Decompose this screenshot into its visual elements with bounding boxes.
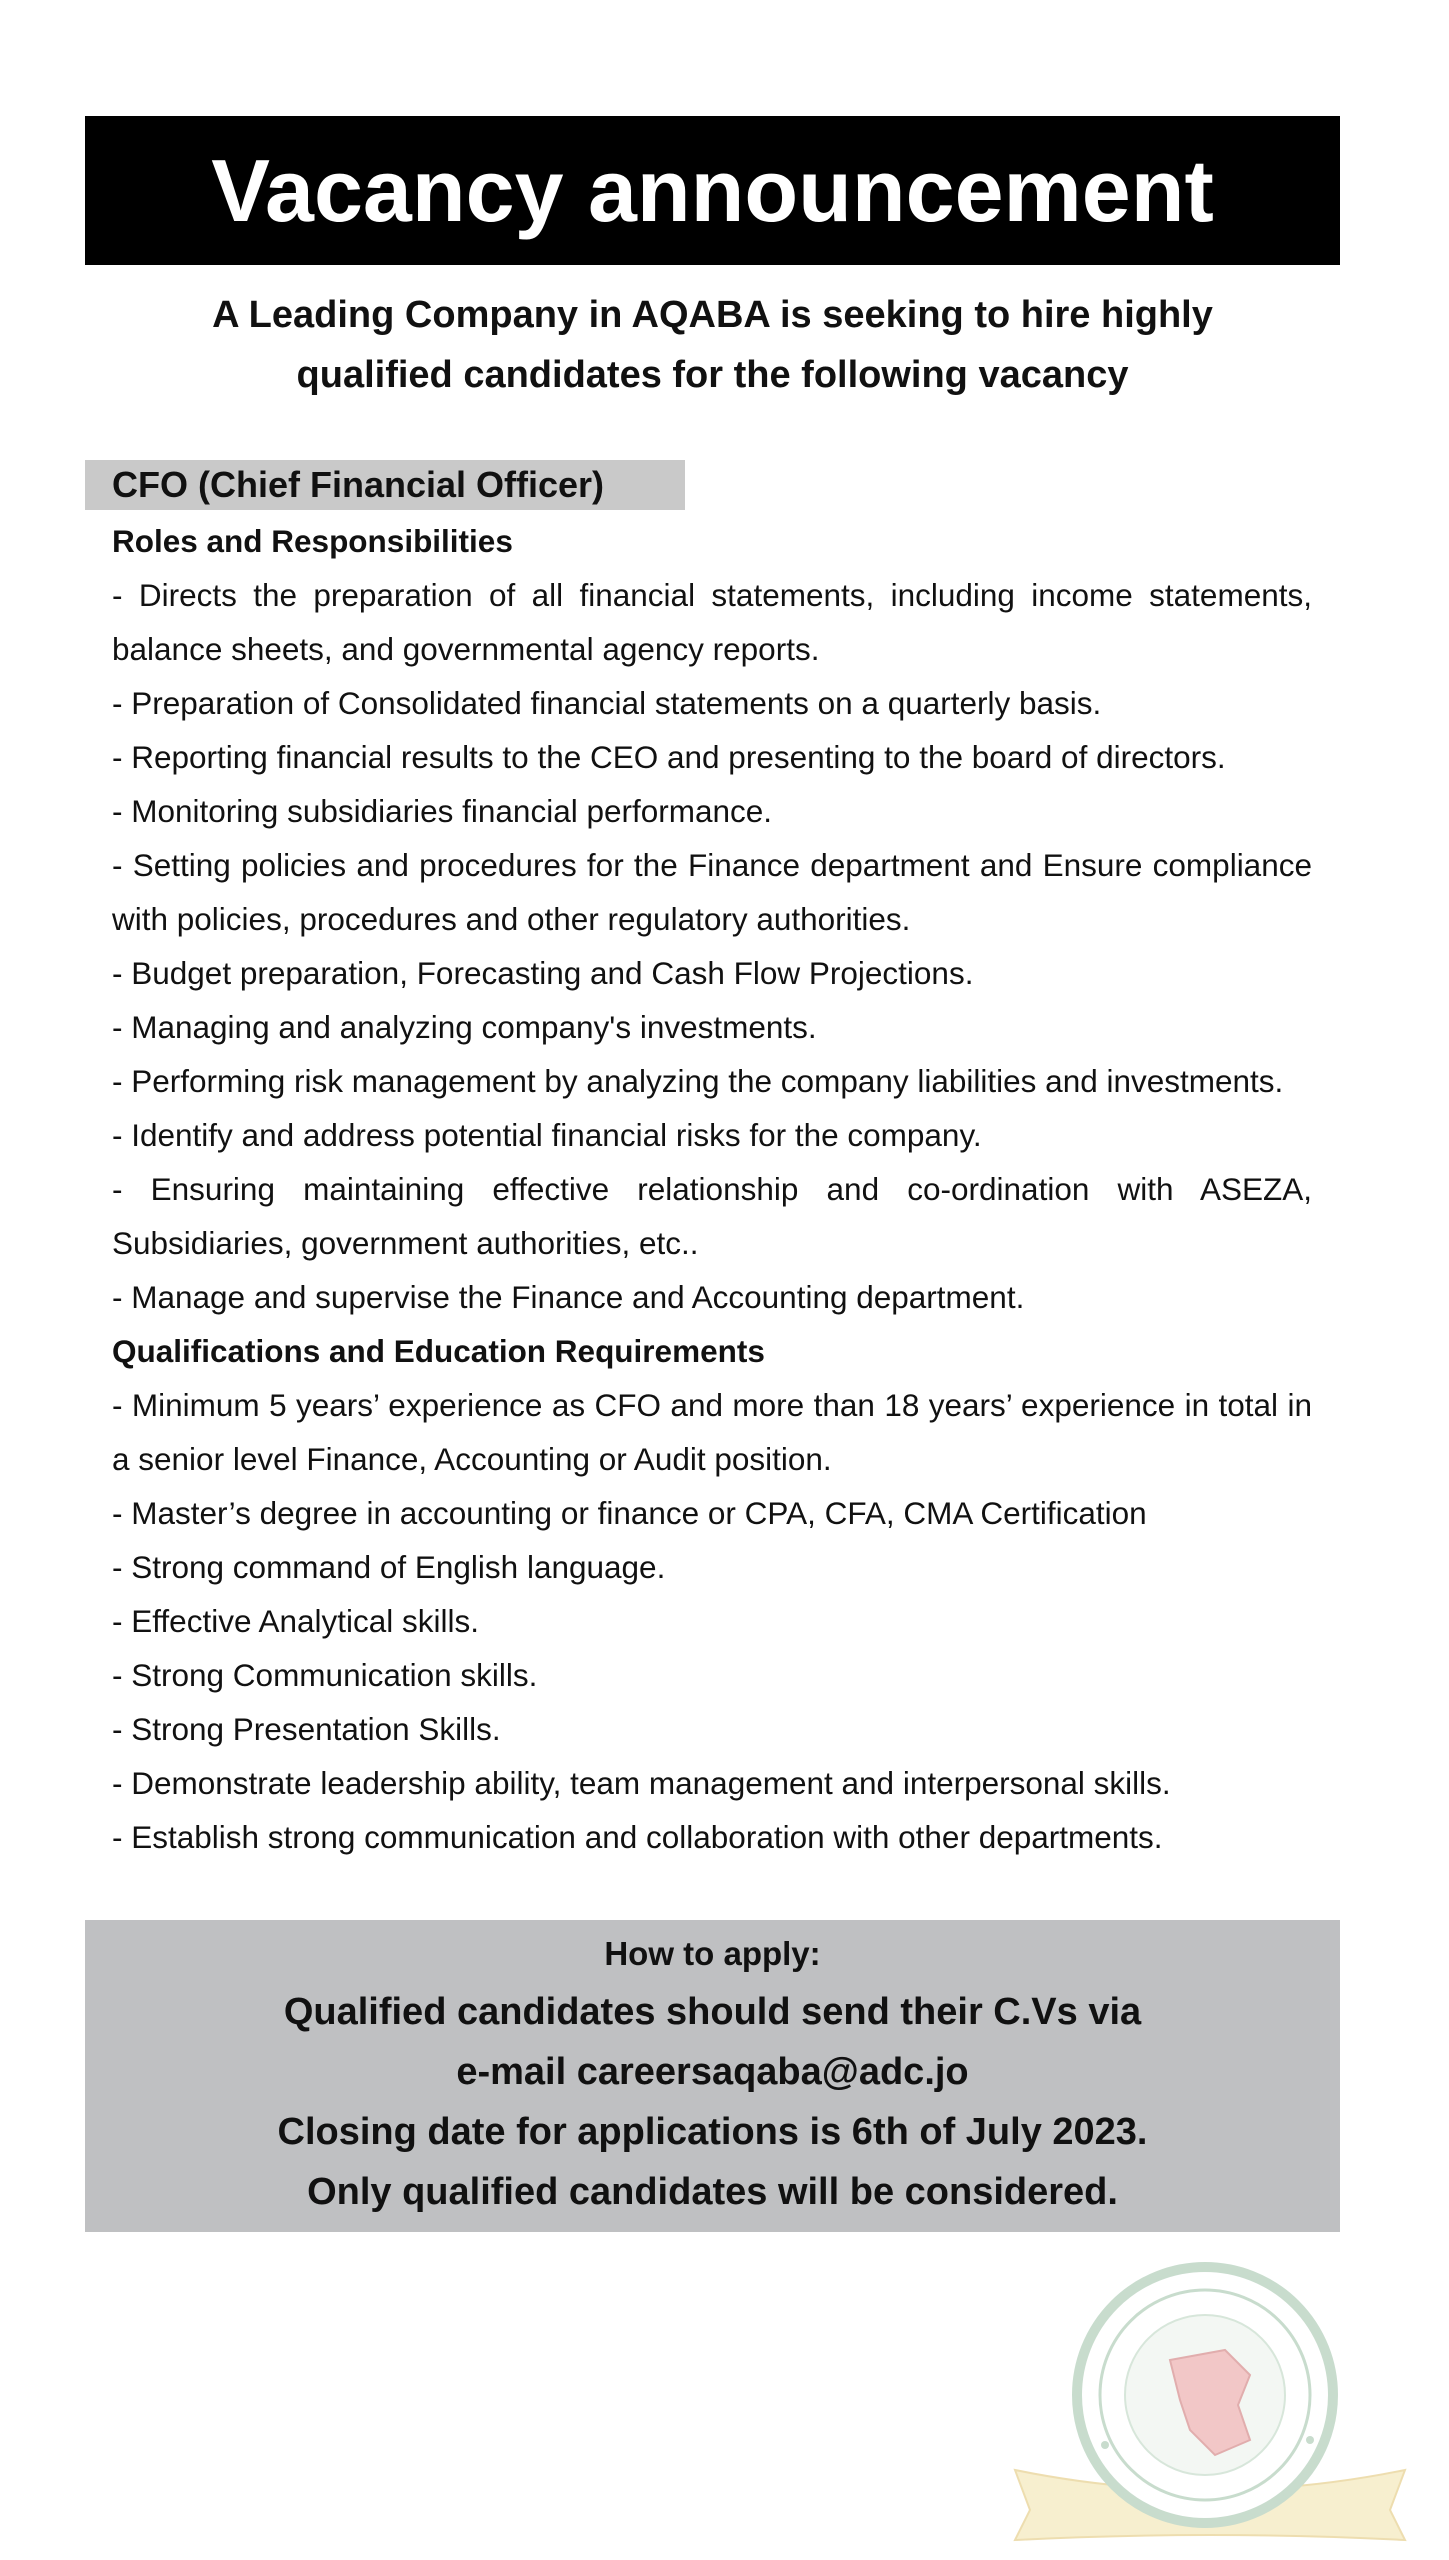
role-item: - Directs the preparation of all financial statements, including income statements, balance sheets, and governmental agency reports. [112,577,1312,667]
role-item: - Performing risk management by analyzing the company liabilities and investments. [112,1063,1284,1099]
qualification-item: - Effective Analytical skills. [112,1603,480,1639]
role-item: - Preparation of Consolidated financial statements on a quarterly basis. [112,685,1102,721]
how-to-apply-box [85,1920,1340,2232]
civil-service-bureau-seal-icon [1010,2255,1410,2545]
apply-line-1: Qualified candidates should send their C.Vs via [283,1991,1142,2033]
qualification-item: - Strong Presentation Skills. [112,1711,501,1747]
job-title: CFO (Chief Financial Officer) [85,460,685,510]
roles-heading: Roles and Responsibilities [112,523,513,559]
qualification-item: - Master’s degree in accounting or finance or CPA, CFA, CMA Certification [112,1495,1147,1531]
apply-email: e-mail careersaqaba@adc.jo [456,2051,969,2093]
title-bar [85,116,1340,265]
intro-line-2: qualified candidates for the following vacancy [296,354,1129,396]
qualifications-heading: Qualifications and Education Requirements [112,1333,765,1369]
role-item: - Setting policies and procedures for the Finance department and Ensure compliance with policies, procedures and other regulatory authorities. [112,847,1312,937]
qualification-item: - Minimum 5 years’ experience as CFO and more than 18 years’ experience in total in a senior level Finance, Accounting or Audit position. [112,1387,1312,1477]
qualification-item: - Demonstrate leadership ability, team management and interpersonal skills. [112,1765,1171,1801]
qualification-item: - Establish strong communication and collaboration with other departments. [112,1819,1163,1855]
role-item: - Ensuring maintaining effective relationship and co-ordination with ASEZA, Subsidiaries, government authorities, etc.. [112,1171,1312,1261]
page-title: Vacancy announcement [211,140,1214,240]
qualification-item: - Strong command of English language. [112,1549,666,1585]
role-item: - Identify and address potential financial risks for the company. [112,1117,982,1153]
job-details [112,514,1312,1864]
role-item: - Reporting financial results to the CEO and presenting to the board of directors. [112,739,1226,775]
role-item: - Manage and supervise the Finance and Accounting department. [112,1279,1025,1315]
role-item: - Managing and analyzing company's investments. [112,1009,817,1045]
role-item: - Monitoring subsidiaries financial performance. [112,793,773,829]
qualification-item: - Strong Communication skills. [112,1657,538,1693]
apply-heading: How to apply: [604,1935,821,1972]
role-item: - Budget preparation, Forecasting and Cash Flow Projections. [112,955,974,991]
intro-text [85,285,1340,405]
intro-line-1: A Leading Company in AQABA is seeking to hire highly [212,294,1213,336]
closing-date: Closing date for applications is 6th of July 2023. [277,2111,1148,2153]
apply-note: Only qualified candidates will be considered. [307,2171,1118,2213]
